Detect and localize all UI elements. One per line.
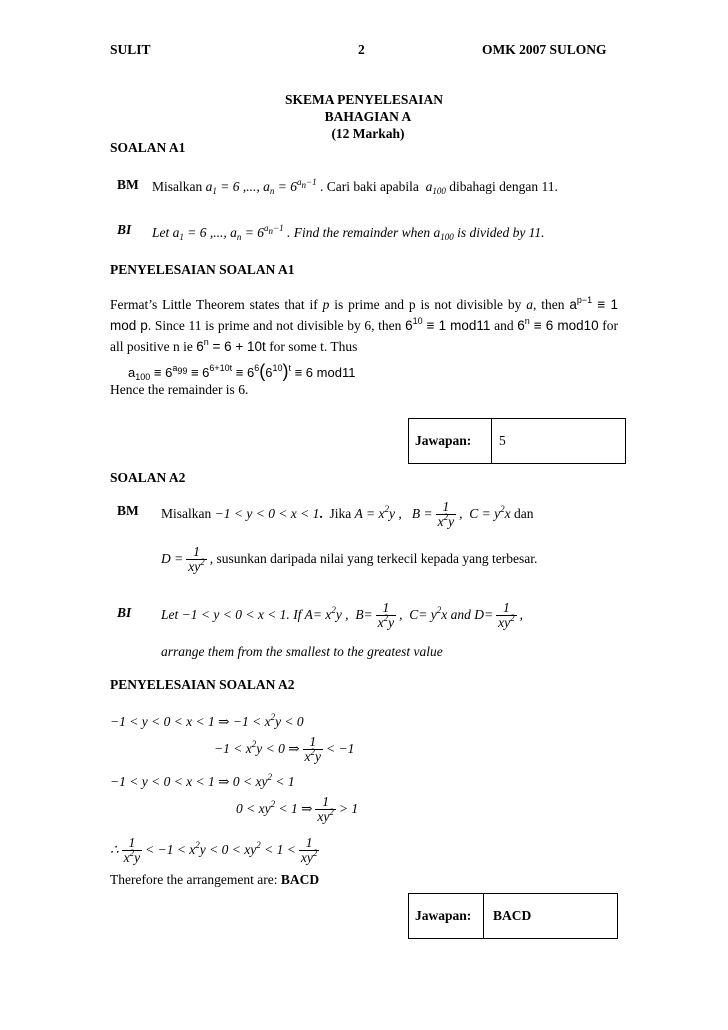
document-title — [0, 91, 728, 142]
a1-sol-math-6n-eq: $6^n = 6 + 10t$ — [196, 337, 266, 354]
a2-answer-value: BACD — [493, 908, 532, 923]
a2-heading: SOALAN A2 — [110, 470, 186, 485]
a1-sol-var-p: p — [322, 297, 330, 312]
a1-answer-value: 5 — [499, 433, 506, 448]
a1-heading: SOALAN A1 — [110, 140, 186, 155]
page-number: 2 — [358, 42, 365, 57]
a2-bm-jika: Jika — [329, 505, 352, 521]
a2-conclusion-value: BACD — [280, 872, 320, 887]
a2-bm-dan: dan — [514, 505, 534, 521]
a2-conclusion-prefix: Therefore the arrangement are: — [110, 872, 278, 887]
a2-solution-heading: PENYELESAIAN SOALAN A2 — [110, 677, 295, 692]
a1-answer-box — [408, 418, 626, 464]
a2-bi-math-ineq: −1 < y < 0 < x < 1. — [181, 606, 290, 622]
a1-bi-question — [152, 225, 545, 241]
a1-sol-p2: is prime and p is not divisible by — [334, 297, 522, 312]
a2-bm-math-B: B = $\frac{1}{x^2y}$ , — [411, 499, 463, 530]
a2-bm-math-C: $C = y^2x$ — [469, 503, 511, 521]
a2-step-5: ∴ $\frac{1}{x^2y}$ < $-1 < x^2y < 0 < xy^2 < 1$ < $\frac{1}{xy^2}$ — [110, 835, 318, 866]
a2-bm-math-D: D = $\frac{1}{xy^2}$ — [161, 544, 205, 575]
a2-bm-question-line2 — [161, 545, 537, 574]
a1-bm-question — [152, 179, 558, 195]
a1-bi-tag: BI — [117, 222, 132, 237]
a1-solution-paragraph — [110, 294, 618, 357]
a1-chain-equation: $a_{100} \equiv 6^{a_{99}} \equiv 6^{6+10t} \equiv 6^6(6^{10})^t \equiv 6$ mod11 — [128, 361, 356, 382]
a1-sol-p5: and — [494, 318, 514, 333]
a1-solution-heading: PENYELESAIAN SOALAN A1 — [110, 262, 295, 277]
a2-step-1: −1 < y < 0 < x < 1 ⇒ $-1 < x^2y < 0$ — [110, 712, 304, 729]
a1-bi-text-1: Let — [152, 225, 170, 240]
a2-bm-math-ineq: −1 < y < 0 < x < 1 — [214, 505, 320, 521]
a1-bi-math-1: $a_1 = 6$ ,..., $a_n = 6^{a_n-1}$ — [172, 223, 284, 242]
a1-bi-text-3: is divided by 11. — [457, 225, 545, 240]
a2-conclusion — [110, 872, 319, 888]
a2-step-4: $0 < xy^2 < 1$ ⇒ $\frac{1}{xy^2}$ > 1 — [236, 794, 359, 825]
a1-bi-text-2: . Find the remainder when — [286, 225, 431, 240]
a2-bi-and: and — [450, 606, 471, 622]
a2-bm-math-A: $A = x^2y$ , — [354, 503, 402, 521]
a2-bm-tag: BM — [117, 503, 139, 518]
a1-sol-math-610: $6^{10} \equiv 1$ mod11 — [405, 316, 491, 333]
a2-bi-question-line2: arrange them from the smallest to the greatest value — [161, 644, 443, 659]
a2-bm-text-1: Misalkan — [161, 505, 212, 521]
title-line-3: (12 Markah) — [331, 126, 405, 141]
header-right: OMK 2007 SULONG — [482, 42, 607, 57]
a1-bm-text-3: dibahagi dengan 11. — [449, 179, 558, 194]
a2-answer-label: Jawapan: — [409, 894, 484, 938]
a2-bi-tag: BI — [117, 605, 132, 620]
a2-bi-math-B: B= $\frac{1}{x^2y}$ , — [355, 600, 403, 631]
a1-sol-p6: for all positive n ie — [110, 318, 619, 354]
a2-answer-box — [408, 893, 618, 939]
a1-sol-p4: . Since 11 is prime and not divisible by 6, then — [147, 318, 402, 333]
a1-sol-math-fermat: $a^{p-1} \equiv 1$ mod p — [110, 295, 619, 333]
a1-sol-p7: for some t. Thus — [269, 339, 358, 354]
a2-bi-math-C: $C= y^2x$ — [409, 604, 448, 622]
a1-bm-math-2: $a_{100}$ — [422, 179, 446, 196]
a1-conclusion: Hence the remainder is 6. — [110, 382, 249, 397]
a1-answer-label: Jawapan: — [409, 419, 492, 463]
a1-sol-p1: Fermat’s Little Theorem states that if — [110, 297, 318, 312]
a2-bi-if: If — [293, 606, 302, 622]
a1-sol-math-6n: $6^n \equiv 6$ mod10 — [517, 316, 599, 333]
a2-bi-question-line1 — [161, 601, 523, 630]
a2-bi-math-D: D= $\frac{1}{xy^2}$ , — [474, 600, 523, 631]
a2-bi-math-A: $A= x^2y$ , — [304, 604, 349, 622]
a2-bi-let: Let — [161, 606, 179, 622]
a1-bm-math-1: $a_1 = 6$ ,..., $a_n = 6^{a_n-1}$ — [205, 177, 317, 196]
a1-bm-text-1: Misalkan — [152, 179, 203, 194]
title-line-1: SKEMA PENYELESAIAN — [285, 92, 443, 107]
a1-sol-p3: , then — [532, 297, 565, 312]
a1-sol-var-a: a — [526, 297, 533, 312]
a1-bi-math-2: $a_{100}$ — [433, 225, 454, 242]
title-line-2: BAHAGIAN A — [324, 109, 412, 124]
a2-step-2: $-1 < x^2y < 0$ ⇒ $\frac{1}{x^2y}$ < −1 — [214, 734, 355, 765]
a2-step-3: −1 < y < 0 < x < 1 ⇒ $0 < xy^2 < 1$ — [110, 772, 295, 789]
a2-bm-text-2: , susunkan daripada nilai yang terkecil kepada yang terbesar. — [209, 550, 538, 566]
a2-bm-question-line1: Misalkan −1 < y < 0 < x < 1. Jika $A = x^2y$ , B = $\frac{1}{x^2y}$ , $C = y^2x$ dan — [161, 499, 534, 530]
header-left: SULIT — [110, 42, 151, 57]
a1-bm-tag: BM — [117, 177, 139, 192]
a1-bm-text-2: . Cari baki apabila — [319, 179, 419, 194]
